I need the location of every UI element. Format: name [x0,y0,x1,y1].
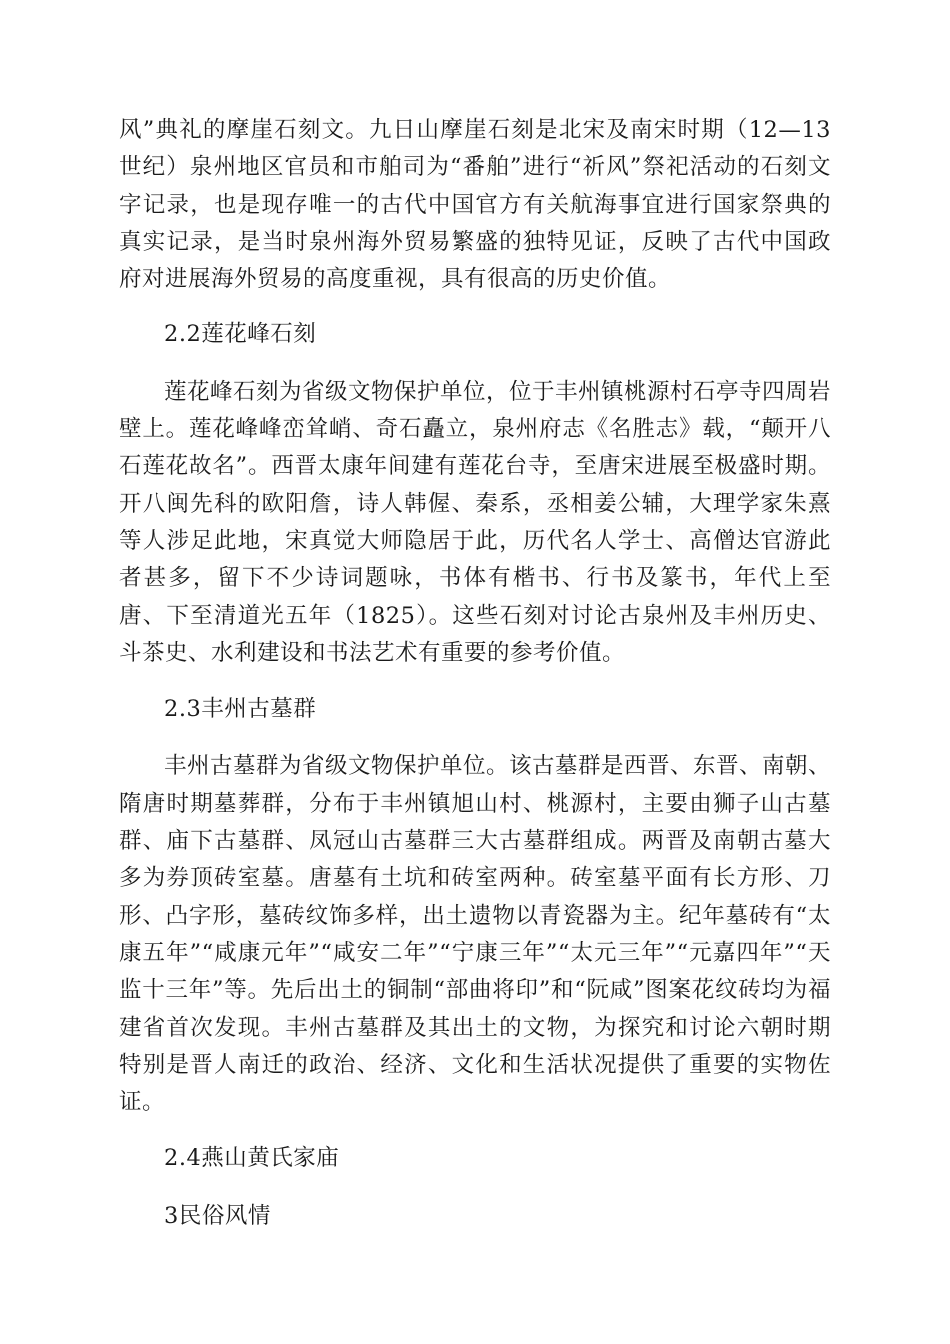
spacer [119,672,831,691]
section-heading-2-3: 2.3丰州古墓群 [164,696,317,723]
spacer [119,354,831,374]
spacer [119,298,831,316]
spacer [119,728,831,748]
spacer [119,1121,831,1140]
section-heading-3: 3民俗风情 [164,1202,271,1229]
spacer [119,1178,831,1198]
intro-paragraph: 风”典礼的摩崖石刻文。九日山摩崖石刻是北宋及南宋时期（12—13世纪）泉州地区官员和市舶司为“番舶”进行“祈风”祭祀活动的石刻文字记录，也是现存唯一的古代中国官方有关航海事宜进行国家祭典的真实记录，是当时泉州海外贸易繁盛的独特见证，反映了古代中国政府对进展海外贸易的高度重视，具有很高的历史价值。 [119,117,831,293]
section-heading-2-4: 2.4燕山黄氏家庙 [164,1145,340,1172]
document-body [119,112,831,1235]
paragraph-2-3: 丰州古墓群为省级文物保护单位。该古墓群是西晋、东晋、南朝、隋唐时期墓葬群，分布于丰州镇旭山村、桃源村，主要由狮子山古墓群、庙下古墓群、凤冠山古墓群三大古墓群组成。两晋及南朝古墓大多为券顶砖室墓。唐墓有土坑和砖室两种。砖室墓平面有长方形、刀形、凸字形，墓砖纹饰多样，出土遗物以青瓷器为主。纪年墓砖有“太康五年”“咸康元年”“咸安二年”“宁康三年”“太元三年”“元嘉四年”“天监十三年”等。先后出土的铜制“部曲将印”和“阮咸”图案花纹砖均为福建省首次发现。丰州古墓群及其出土的文物，为探究和讨论六朝时期特别是晋人南迁的政治、经济、文化和生活状况提供了重要的实物佐证。 [119,753,832,1116]
section-heading-2-2: 2.2莲花峰石刻 [164,321,317,348]
paragraph-2-2: 莲花峰石刻为省级文物保护单位，位于丰州镇桃源村石亭寺四周岩壁上。莲花峰峰峦耸峭、奇石矗立，泉州府志《名胜志》载，“颠开八石莲花故名”。西晋太康年间建有莲花台寺，至唐宋进展至极盛时期。开八闽先科的欧阳詹，诗人韩偓、秦系，丞相姜公辅，大理学家朱熹等人涉足此地，宋真觉大师隐居于此，历代名人学士、高僧达官游此者甚多，留下不少诗词题咏，书体有楷书、行书及篆书，年代上至唐、下至清道光五年（1825）。这些石刻对讨论古泉州及丰州历史、斗茶史、水利建设和书法艺术有重要的参考价值。 [119,378,832,666]
